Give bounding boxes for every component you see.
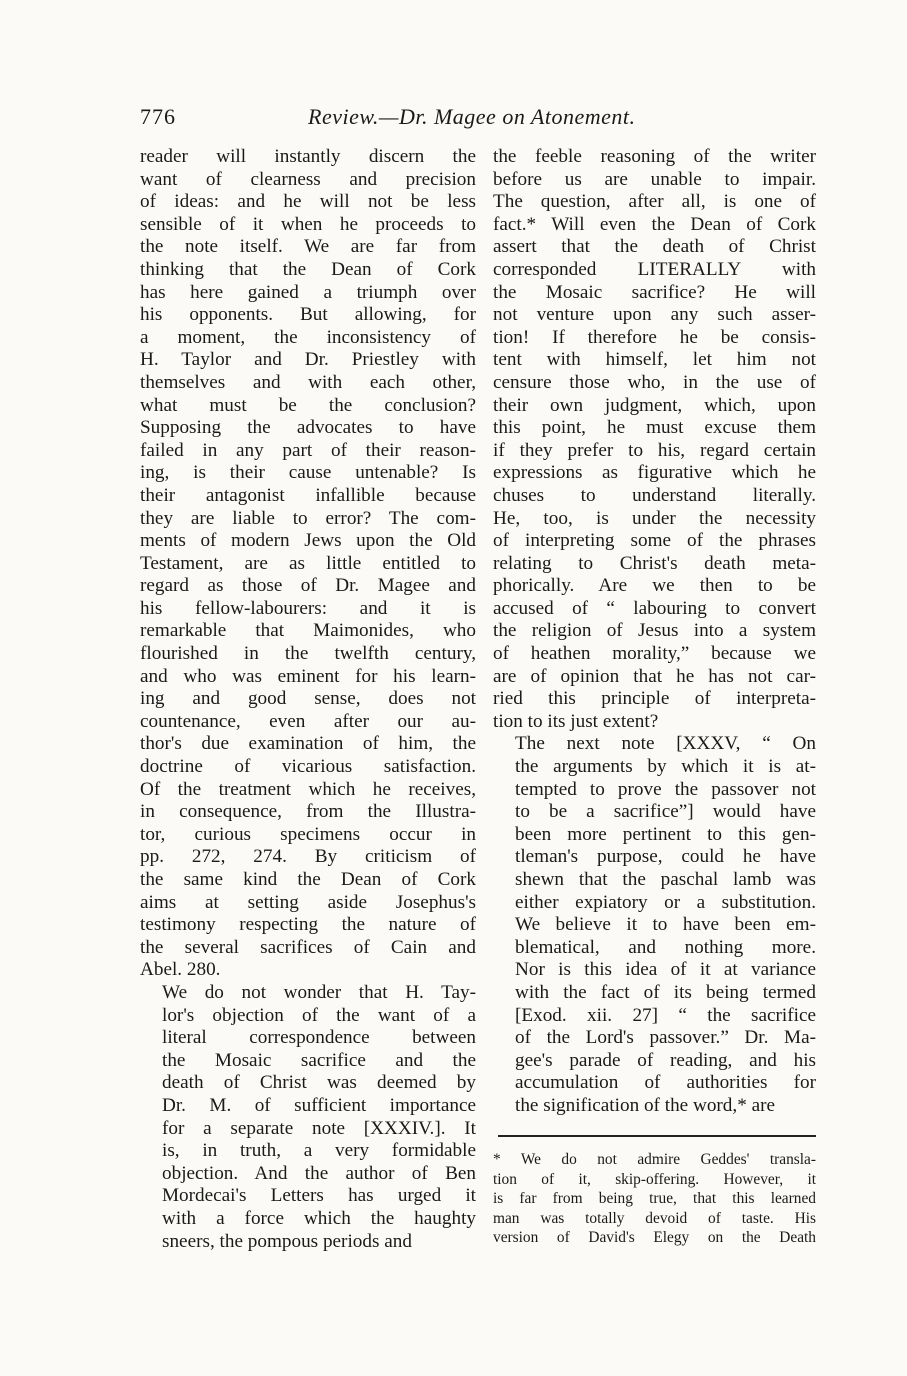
- text-line: sensible of it when he proceeds to: [140, 213, 476, 235]
- text-line: countenance, even after our au-: [140, 710, 476, 732]
- paragraph: [493, 146, 816, 733]
- text-line: gee's parade of reading, and his: [515, 1049, 816, 1071]
- text-line: tion! If therefore he be consis-: [493, 326, 816, 348]
- footnote-line: tion of it, skip-offering. However, it: [493, 1170, 816, 1188]
- text-line: testimony respecting the nature of: [140, 914, 476, 936]
- text-line: assert that the death of Christ: [493, 236, 816, 258]
- text-line: ing, is their cause untenable? Is: [140, 462, 476, 484]
- text-line: with the fact of its being termed: [515, 981, 816, 1003]
- text-line: [Exod. xii. 27] “ the sacrifice: [515, 1004, 816, 1026]
- text-line: objection. And the author of Ben: [162, 1162, 476, 1184]
- text-line: their own judgment, which, upon: [493, 394, 816, 416]
- text-line: failed in any part of their reason-: [140, 439, 476, 461]
- text-line: Testament, are as little entitled to: [140, 552, 476, 574]
- running-header: [140, 104, 670, 134]
- text-line: the note itself. We are far from: [140, 236, 476, 258]
- text-line: tent with himself, let him not: [493, 349, 816, 371]
- text-line: accumulation of authorities for: [515, 1072, 816, 1094]
- text-line: are of opinion that he has not car-: [493, 665, 816, 687]
- footnote-line: is far from being true, that this learned: [493, 1190, 816, 1208]
- text-line: accused of “ labouring to convert: [493, 597, 816, 619]
- text-line: want of clearness and precision: [140, 168, 476, 190]
- text-line: The question, after all, is one of: [493, 191, 816, 213]
- text-line: the religion of Jesus into a system: [493, 620, 816, 642]
- text-line: in consequence, from the Illustra-: [140, 801, 476, 823]
- text-line: his opponents. But allowing, for: [140, 304, 476, 326]
- text-line: is, in truth, a very formidable: [162, 1140, 476, 1162]
- text-line: expressions as figurative which he: [493, 462, 816, 484]
- paragraph: [140, 146, 476, 982]
- text-line: remarkable that Maimonides, who: [140, 620, 476, 642]
- text-line: fact.* Will even the Dean of Cork: [493, 213, 816, 235]
- text-line: either expiatory or a substitution.: [515, 891, 816, 913]
- text-line: not venture upon any such asser-: [493, 304, 816, 326]
- text-line: themselves and with each other,: [140, 371, 476, 393]
- text-line: H. Taylor and Dr. Priestley with: [140, 349, 476, 371]
- text-line: tion to its just extent?: [493, 710, 659, 732]
- text-line: chuses to understand literally.: [493, 484, 816, 506]
- text-line: before us are unable to impair.: [493, 168, 816, 190]
- left-column: [140, 146, 476, 1253]
- text-line: ried this principle of interpreta-: [493, 688, 816, 710]
- footnote-rule: [498, 1135, 816, 1137]
- text-line: what must be the conclusion?: [140, 394, 476, 416]
- text-line: phorically. Are we then to be: [493, 575, 816, 597]
- text-line: pp. 272, 274. By criticism of: [140, 846, 476, 868]
- text-line: the feeble reasoning of the writer: [493, 146, 816, 167]
- page-number: 776: [140, 104, 176, 129]
- text-line: the several sacrifices of Cain and: [140, 936, 476, 958]
- text-line: Nor is this idea of it at variance: [515, 959, 816, 981]
- text-line: the signification of the word,* are: [515, 1094, 776, 1116]
- text-line: shewn that the paschal lamb was: [515, 869, 816, 890]
- text-line: his fellow-labourers: and it is: [140, 597, 476, 619]
- text-line: doctrine of vicarious satisfaction.: [140, 756, 476, 778]
- text-line: tleman's purpose, could he have: [515, 846, 816, 868]
- text-line: We believe it to have been em-: [515, 914, 816, 936]
- text-line: We do not wonder that H. Tay-: [162, 981, 476, 1003]
- footnote-line: version of David's Elegy on the Death: [493, 1229, 816, 1247]
- footnote: [493, 1150, 816, 1248]
- text-line: thinking that the Dean of Cork: [140, 258, 476, 280]
- text-line: the arguments by which it is at-: [515, 756, 816, 778]
- text-line: lor's objection of the want of a: [162, 1004, 476, 1026]
- text-line: they are liable to error? The com-: [140, 507, 476, 529]
- text-line: the Mosaic sacrifice? He will: [493, 281, 816, 303]
- text-line: censure those who, in the use of: [493, 371, 816, 393]
- text-line: Of the treatment which he receives,: [140, 778, 476, 800]
- text-line: of interpreting some of the phrases: [493, 530, 816, 552]
- text-line: The next note [XXXV, “ On: [515, 733, 816, 755]
- text-line: He, too, is under the necessity: [493, 507, 816, 529]
- text-line: ments of modern Jews upon the Old: [140, 530, 476, 552]
- text-line: this point, he must excuse them: [493, 417, 816, 439]
- text-line: death of Christ was deemed by: [162, 1072, 476, 1094]
- text-line: has here gained a triumph over: [140, 281, 476, 303]
- text-line: a moment, the inconsistency of: [140, 326, 476, 348]
- text-line: thor's due examination of him, the: [140, 733, 476, 755]
- text-line: literal correspondence between: [162, 1027, 476, 1049]
- text-line: regard as those of Dr. Magee and: [140, 575, 476, 597]
- paragraph: [493, 733, 816, 1117]
- paragraph: [140, 982, 476, 1253]
- text-line: their antagonist infallible because: [140, 484, 476, 506]
- text-line: tor, curious specimens occur in: [140, 823, 476, 845]
- running-title: Review.—Dr. Magee on Atonement.: [308, 104, 636, 129]
- text-line: of ideas: and he will not be less: [140, 191, 476, 213]
- text-line: and who was eminent for his learn-: [140, 665, 476, 687]
- text-line: if they prefer to his, regard certain: [493, 439, 816, 461]
- text-line: corresponded LITERALLY with: [493, 258, 816, 280]
- text-line: Supposing the advocates to have: [140, 417, 476, 439]
- text-line: the same kind the Dean of Cork: [140, 869, 476, 890]
- text-line: sneers, the pompous periods and: [162, 1230, 412, 1252]
- text-line: blematical, and nothing more.: [515, 936, 816, 958]
- text-line: to be a sacrifice”] would have: [515, 801, 816, 823]
- text-line: flourished in the twelfth century,: [140, 643, 476, 665]
- footnote-line: * We do not admire Geddes' transla-: [493, 1151, 816, 1168]
- footnote-line: man was totally devoid of taste. His: [493, 1209, 816, 1227]
- text-line: Abel. 280.: [140, 959, 221, 981]
- text-line: been more pertinent to this gen-: [515, 823, 816, 845]
- text-line: Mordecai's Letters has urged it: [162, 1185, 476, 1207]
- text-line: of heathen morality,” because we: [493, 643, 816, 665]
- text-line: tempted to prove the passover not: [515, 778, 816, 800]
- text-line: aims at setting aside Josephus's: [140, 891, 476, 913]
- text-line: Dr. M. of sufficient importance: [162, 1094, 476, 1116]
- text-line: with a force which the haughty: [162, 1207, 476, 1229]
- right-column: [493, 146, 816, 1118]
- text-line: ing and good sense, does not: [140, 688, 476, 710]
- text-line: the Mosaic sacrifice and the: [162, 1049, 476, 1071]
- text-line: for a separate note [XXXIV.]. It: [162, 1117, 476, 1139]
- text-line: reader will instantly discern the: [140, 146, 476, 167]
- text-line: relating to Christ's death meta-: [493, 552, 816, 574]
- text-line: of the Lord's passover.” Dr. Ma-: [515, 1027, 816, 1049]
